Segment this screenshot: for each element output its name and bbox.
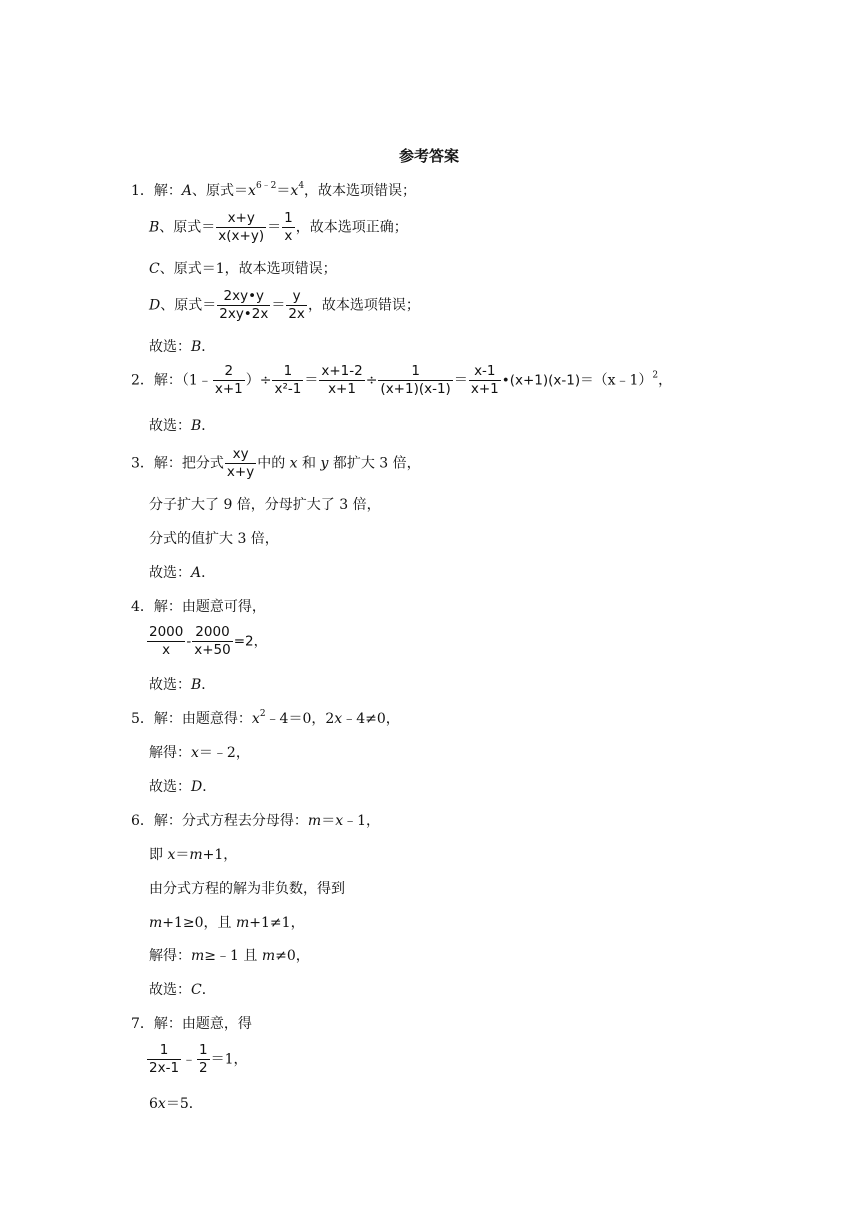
q7-line3: 6x＝5．: [149, 1096, 203, 1112]
q4-line1: 4．解：由题意可得，: [131, 599, 266, 615]
fraction: $\frac{1}{2}$: [199, 1042, 208, 1076]
q7-line1: 7．解：由题意，得: [131, 1016, 252, 1032]
q1-line1: 1．解：A、原式$=x^{6﹣2}=x^4$，故本选项错误；: [131, 181, 417, 199]
q3-line1: 3．解：把分式 $\frac{xy}{x+y}$ 中的 x 和 y 都扩大 3 倍，: [131, 446, 421, 480]
fraction: $\frac{y}{2x}$: [288, 288, 305, 322]
q2-line1: 2．解：（1﹣ $\frac{2}{x+1}$ ）÷ $\frac{1}{\text{x²-1}}$ ＝ $\frac{x+1-2}{x+1}$ ÷ $\frac{1}{(x+1)(x-1)}$ ＝ $\frac{x-1}{x+1}$ •(x+1)(x-1)＝（x﹣1）$^2$，: [131, 363, 673, 397]
q1-answer: 故选：B．: [149, 339, 216, 355]
fraction: $\frac{x+1-2}{x+1}$: [321, 363, 363, 397]
q3-line2: 分子扩大了 9 倍，分母扩大了 3 倍，: [149, 497, 381, 513]
fraction: $\frac{1}{x}$: [284, 210, 293, 244]
q6-line2: 即 x＝m+1，: [149, 847, 238, 863]
page-title: 参考答案: [399, 147, 460, 165]
fraction: $\frac{1}{2x-1}$: [149, 1042, 180, 1076]
q6-line3: 由分式方程的解为非负数，得到: [149, 881, 345, 897]
q5-line2: 解得：x＝﹣2，: [149, 745, 250, 761]
q5-answer: 故选：D．: [149, 779, 217, 795]
q6-line4: m+1≥0，且 m+1≠1，: [149, 915, 305, 931]
fraction: $\frac{1}{(x+1)(x-1)}$: [380, 363, 451, 397]
q1-line2: B、原式＝ $\frac{x+y}{x(x+y)}$ ＝ $\frac{1}{x}$ ，故本选项正确；: [149, 210, 408, 244]
fraction: $\frac{1}{\text{x²-1}}$: [274, 363, 302, 397]
q6-line5: 解得：m≥﹣1 且 m≠0，: [149, 948, 310, 964]
q4-answer: 故选：B．: [149, 677, 216, 693]
q1-line4: D、原式＝ $\frac{2xy•y}{2xy•2x}$ ＝ $\frac{y}{2x}$ ，故本选项错误；: [149, 288, 420, 322]
q7-line2: $\frac{1}{2x-1}$ ﹣ $\frac{1}{2}$ ＝1，: [149, 1042, 248, 1076]
q5-line1: 5．解：由题意得：$x^2﹣4=0$，2x﹣4≠0，: [131, 709, 400, 727]
fraction: $\frac{2}{x+1}$: [214, 363, 243, 397]
fraction: $\frac{xy}{x+y}$: [226, 446, 255, 480]
q3-answer: 故选：A．: [149, 565, 216, 581]
q6-answer: 故选：C．: [149, 982, 216, 998]
fraction: $\frac{2xy•y}{2xy•2x}$: [219, 288, 269, 322]
fraction: $\frac{2000}{x+50}$: [194, 624, 231, 658]
fraction: $\frac{x+y}{x(x+y)}$: [218, 210, 265, 244]
q4-line2: $\frac{2000}{x}$ - $\frac{2000}{x+50}$ =2，: [149, 624, 268, 658]
q6-line1: 6．解：分式方程去分母得：m＝x﹣1，: [131, 813, 381, 829]
q3-line3: 分式的值扩大 3 倍，: [149, 531, 279, 547]
fraction: $\frac{2000}{x}$: [149, 624, 184, 658]
q1-line3: C、原式＝1，故本选项错误；: [149, 261, 337, 277]
fraction: $\frac{x-1}{x+1}$: [470, 363, 499, 397]
q2-answer: 故选：B．: [149, 418, 216, 434]
